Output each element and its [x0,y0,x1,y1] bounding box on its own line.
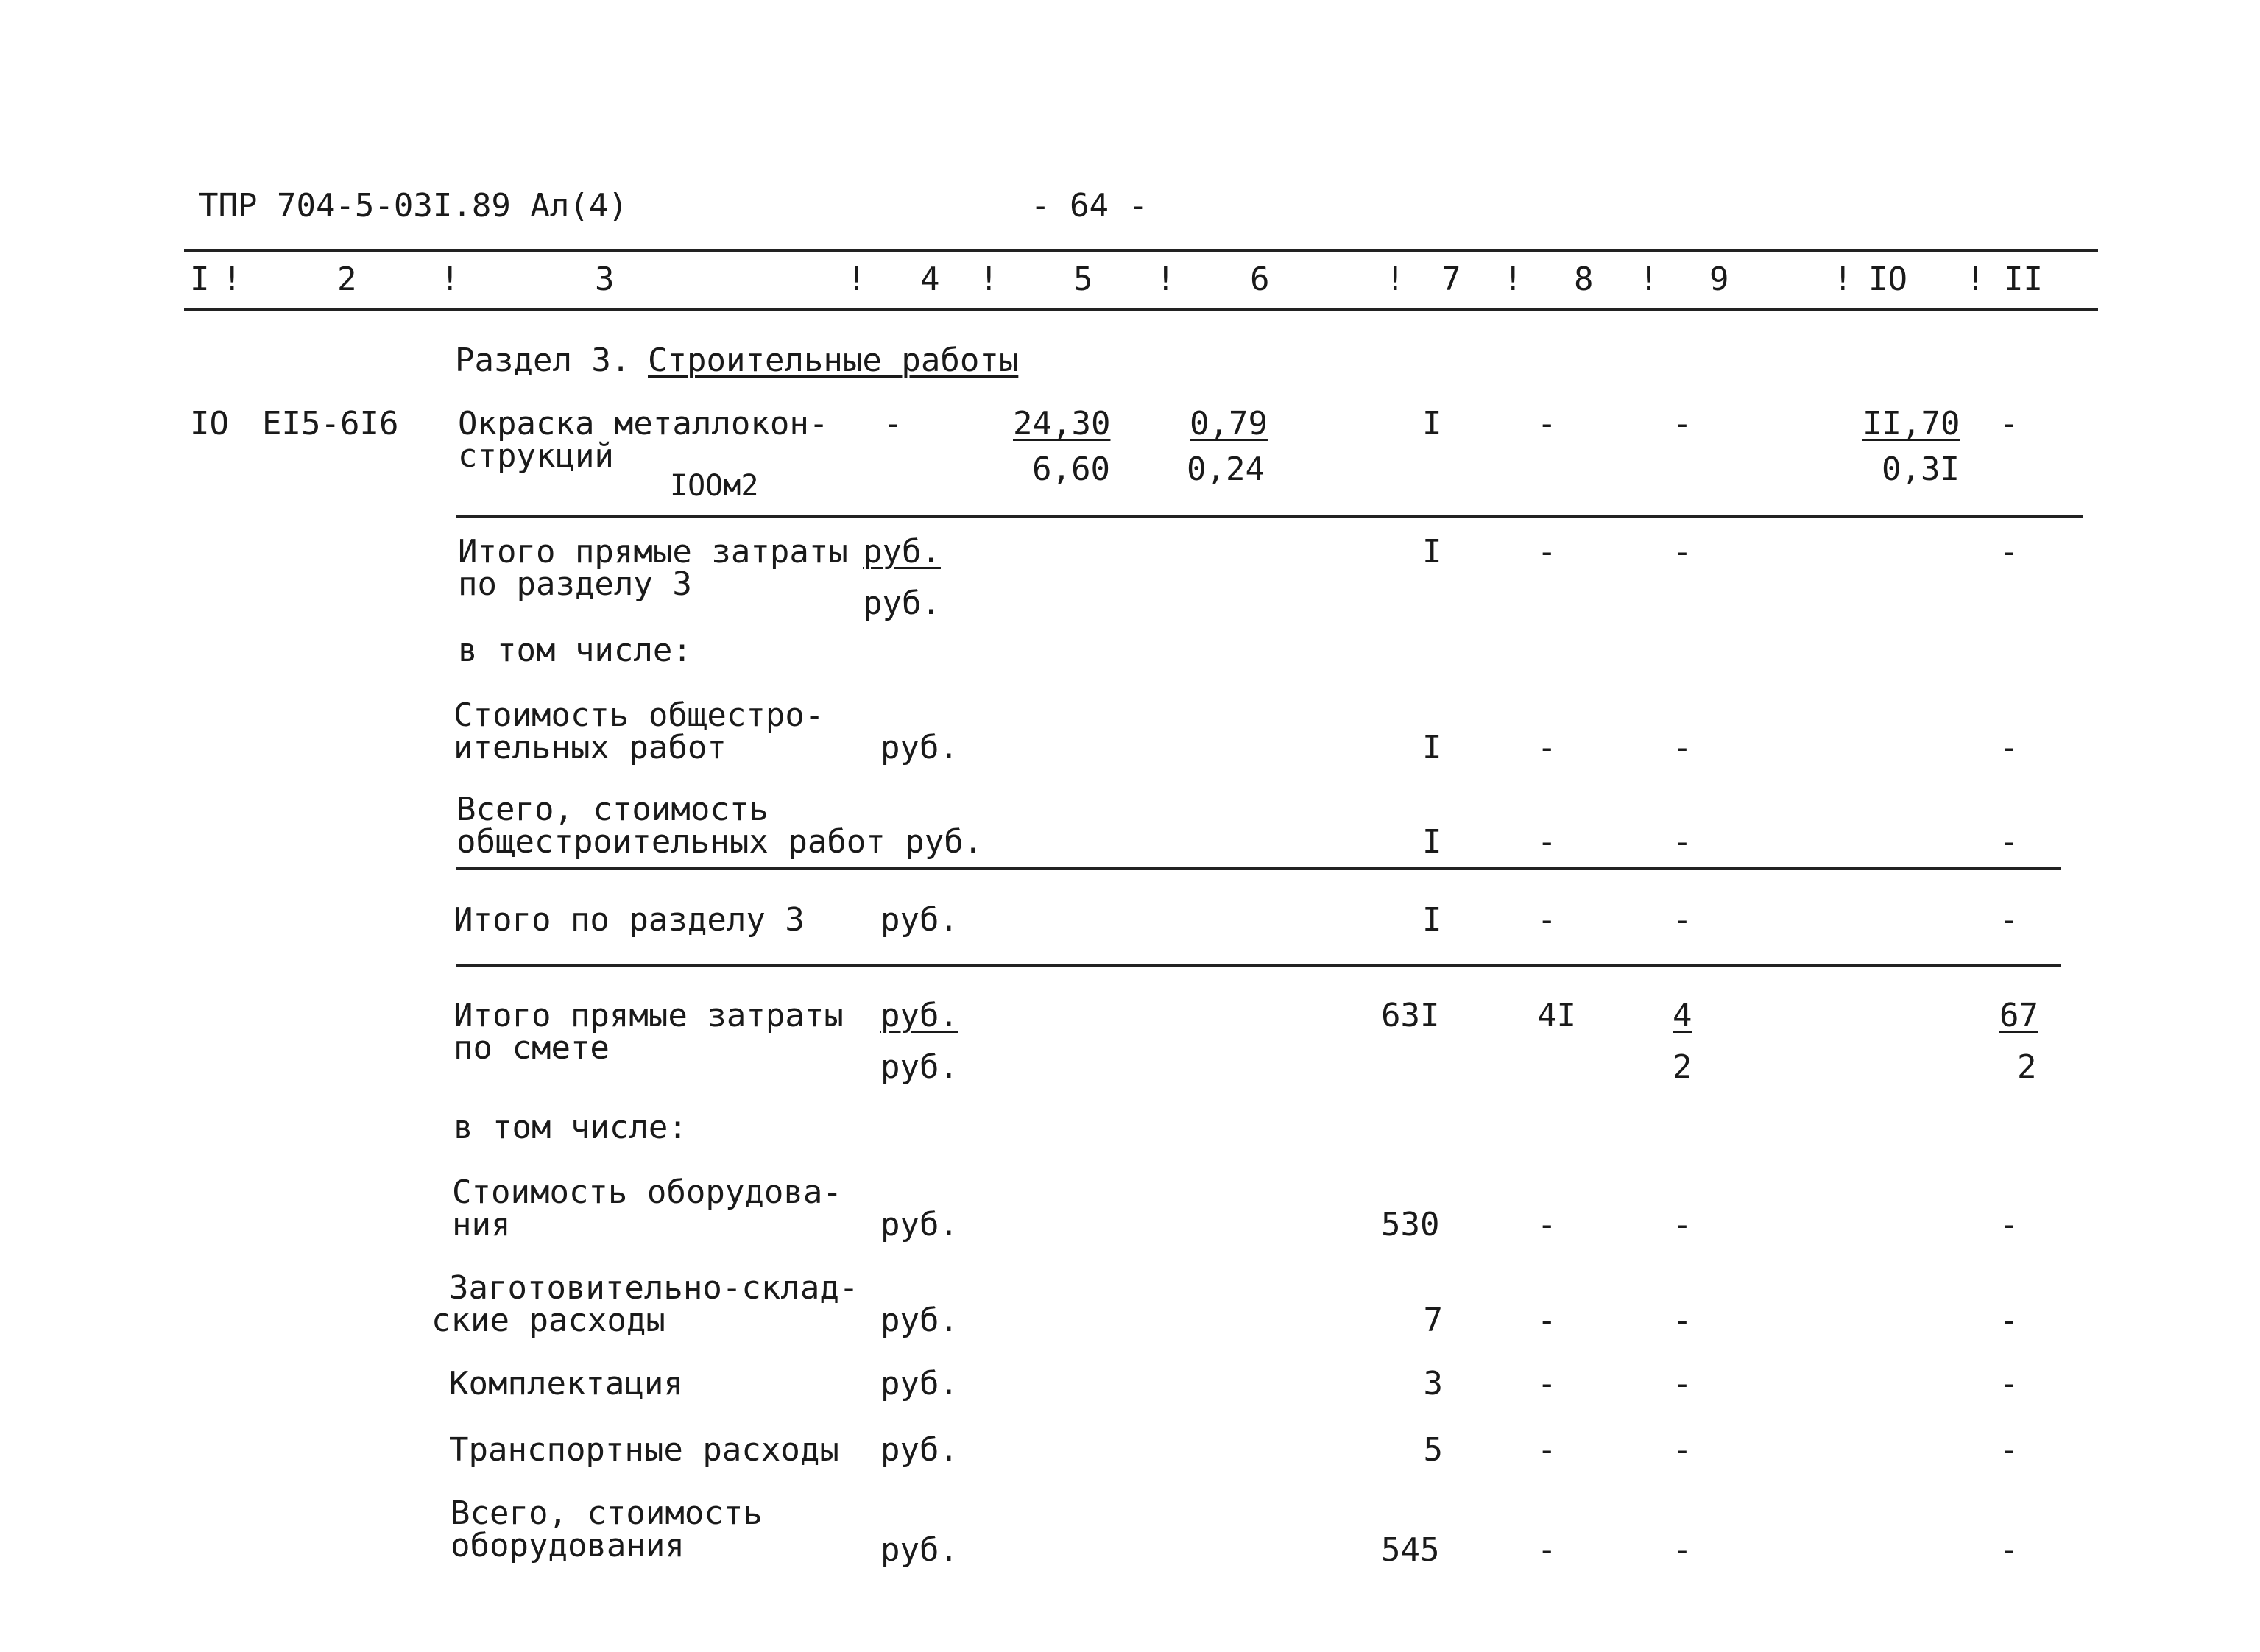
item-col5-top: 24,30 [1013,405,1111,442]
estimate-direct-costs-line1: Итого прямые затраты [453,997,844,1034]
col-header-4: 4 [920,261,940,298]
col-header-5: 5 [1073,261,1093,298]
section-totals-bottom-rule [456,867,2061,870]
general-construction-col11: - [1999,729,2019,766]
total-equipment-col8: - [1537,1531,1557,1569]
estimate-direct-costs-col9-top: 4 [1673,997,1692,1034]
item-col4: - [883,405,903,442]
total-equipment-unit: руб. [880,1531,958,1569]
general-construction-col7: I [1422,729,1442,766]
procurement-costs-col8: - [1537,1302,1557,1339]
header-top-rule [184,249,2098,252]
section-direct-costs-col8: - [1537,533,1557,571]
general-construction-col9: - [1673,729,1692,766]
item-col6-bottom: 0,24 [1187,451,1265,488]
item-name-line1: Окраска металлокон- [458,405,829,442]
total-general-construction-col9: - [1673,823,1692,861]
section-result-bottom-rule [456,964,2061,967]
item-col9: - [1673,405,1692,442]
total-general-construction-line2: общестроительных работ руб. [456,823,984,861]
transport-costs-col11: - [1999,1431,2019,1469]
total-equipment-line1: Всего, стоимость [451,1494,763,1532]
section-result-col7: I [1422,901,1442,939]
item-col6-top: 0,79 [1190,405,1268,442]
col-header-7: 7 [1441,261,1461,298]
item-col10-top: II,70 [1862,405,1960,442]
col-header-2: 2 [337,261,357,298]
item-col7: I [1422,405,1442,442]
transport-costs-col8: - [1537,1431,1557,1469]
estimate-including-label: в том числе: [453,1109,688,1146]
equipment-cost-col7: 530 [1381,1206,1440,1243]
general-construction-line2: ительных работ [453,729,727,766]
col-header-10: IO [1868,261,1907,298]
section-direct-costs-col9: - [1673,533,1692,571]
col-header-6: 6 [1250,261,1270,298]
item-name-line2: струкций [458,437,614,475]
col-header-8: 8 [1574,261,1594,298]
equipment-cost-line2: ния [452,1206,511,1243]
kitting-col8: - [1537,1365,1557,1402]
procurement-costs-line1: Заготовительно-склад- [449,1269,859,1307]
col-separator: ! [847,261,866,298]
estimate-direct-costs-line2: по смете [453,1029,610,1067]
general-construction-unit: руб. [880,729,958,766]
total-equipment-col9: - [1673,1531,1692,1569]
section-direct-costs-unit-top: руб. [863,533,941,571]
total-equipment-line2: оборудования [451,1527,685,1564]
section-direct-costs-col11: - [1999,533,2019,571]
estimate-direct-costs-col9-bottom: 2 [1673,1048,1692,1086]
col-separator: ! [1503,261,1523,298]
transport-costs-col7: 5 [1423,1431,1443,1469]
equipment-cost-col11: - [1999,1206,2019,1243]
section-including-label: в том числе: [458,632,692,669]
total-general-construction-line1: Всего, стоимость [456,791,769,828]
section-result-unit: руб. [880,901,958,939]
equipment-cost-line1: Стоимость оборудова- [452,1173,842,1211]
col-header-3: 3 [595,261,615,298]
doc-code: ТПР 704-5-03I.89 Ал(4) [199,187,628,225]
equipment-cost-unit: руб. [880,1206,958,1243]
section-title: Строительные работы [648,342,1019,379]
total-general-construction-col11: - [1999,823,2019,861]
col-separator: ! [1833,261,1853,298]
item-number: IO [190,405,229,442]
col-header-1: I [190,261,210,298]
procurement-costs-unit: руб. [880,1302,958,1339]
kitting-line1: Комплектация [449,1365,683,1402]
estimate-direct-costs-col11-top: 67 [1999,997,2038,1034]
item-unit: IOOм2 [670,469,759,503]
item-col11: - [1999,405,2019,442]
equipment-cost-col8: - [1537,1206,1557,1243]
section-direct-costs-line2: по разделу 3 [458,565,692,603]
item-code: EI5-6I6 [262,405,399,442]
general-construction-col8: - [1537,729,1557,766]
estimate-direct-costs-col8: 4I [1537,997,1576,1034]
col-separator: ! [1385,261,1405,298]
general-construction-line1: Стоимость общестро- [453,696,824,734]
section-direct-costs-line1: Итого прямые затраты [458,533,848,571]
total-general-construction-col8: - [1537,823,1557,861]
section-prefix: Раздел 3. [455,342,631,379]
col-separator: ! [222,261,242,298]
item-col8: - [1537,405,1557,442]
section-direct-costs-unit-bottom: руб. [863,585,941,622]
kitting-unit: руб. [880,1365,958,1402]
col-separator: ! [979,261,999,298]
estimate-direct-costs-unit-top: руб. [880,997,958,1034]
col-header-9: 9 [1709,261,1729,298]
item-bottom-rule [456,515,2083,518]
section-result-col11: - [1999,901,2019,939]
col-separator: ! [1966,261,1985,298]
procurement-costs-col9: - [1673,1302,1692,1339]
estimate-direct-costs-col11-bottom: 2 [2017,1048,2037,1086]
item-col5-bottom: 6,60 [1032,451,1110,488]
col-separator: ! [1156,261,1176,298]
procurement-costs-col7: 7 [1423,1302,1443,1339]
total-equipment-col11: - [1999,1531,2019,1569]
section-result-col8: - [1537,901,1557,939]
transport-costs-col9: - [1673,1431,1692,1469]
section-direct-costs-col7: I [1422,533,1442,571]
section-result-col9: - [1673,901,1692,939]
kitting-col7: 3 [1423,1365,1443,1402]
col-header-11: II [2004,261,2043,298]
header-bottom-rule [184,308,2098,311]
procurement-costs-col11: - [1999,1302,2019,1339]
total-equipment-col7: 545 [1381,1531,1440,1569]
procurement-costs-line2: ские расходы [431,1302,665,1339]
estimate-direct-costs-col7: 63I [1381,997,1440,1034]
equipment-cost-col9: - [1673,1206,1692,1243]
transport-costs-unit: руб. [880,1431,958,1469]
page-number: - 64 - [1031,187,1148,225]
estimate-direct-costs-unit-bottom: руб. [880,1048,958,1086]
total-general-construction-col7: I [1422,823,1442,861]
item-col10-bottom: 0,3I [1882,451,1960,488]
kitting-col9: - [1673,1365,1692,1402]
section-result-label: Итого по разделу 3 [453,901,805,939]
col-separator: ! [440,261,460,298]
transport-costs-line1: Транспортные расходы [449,1431,839,1469]
kitting-col11: - [1999,1365,2019,1402]
col-separator: ! [1639,261,1659,298]
